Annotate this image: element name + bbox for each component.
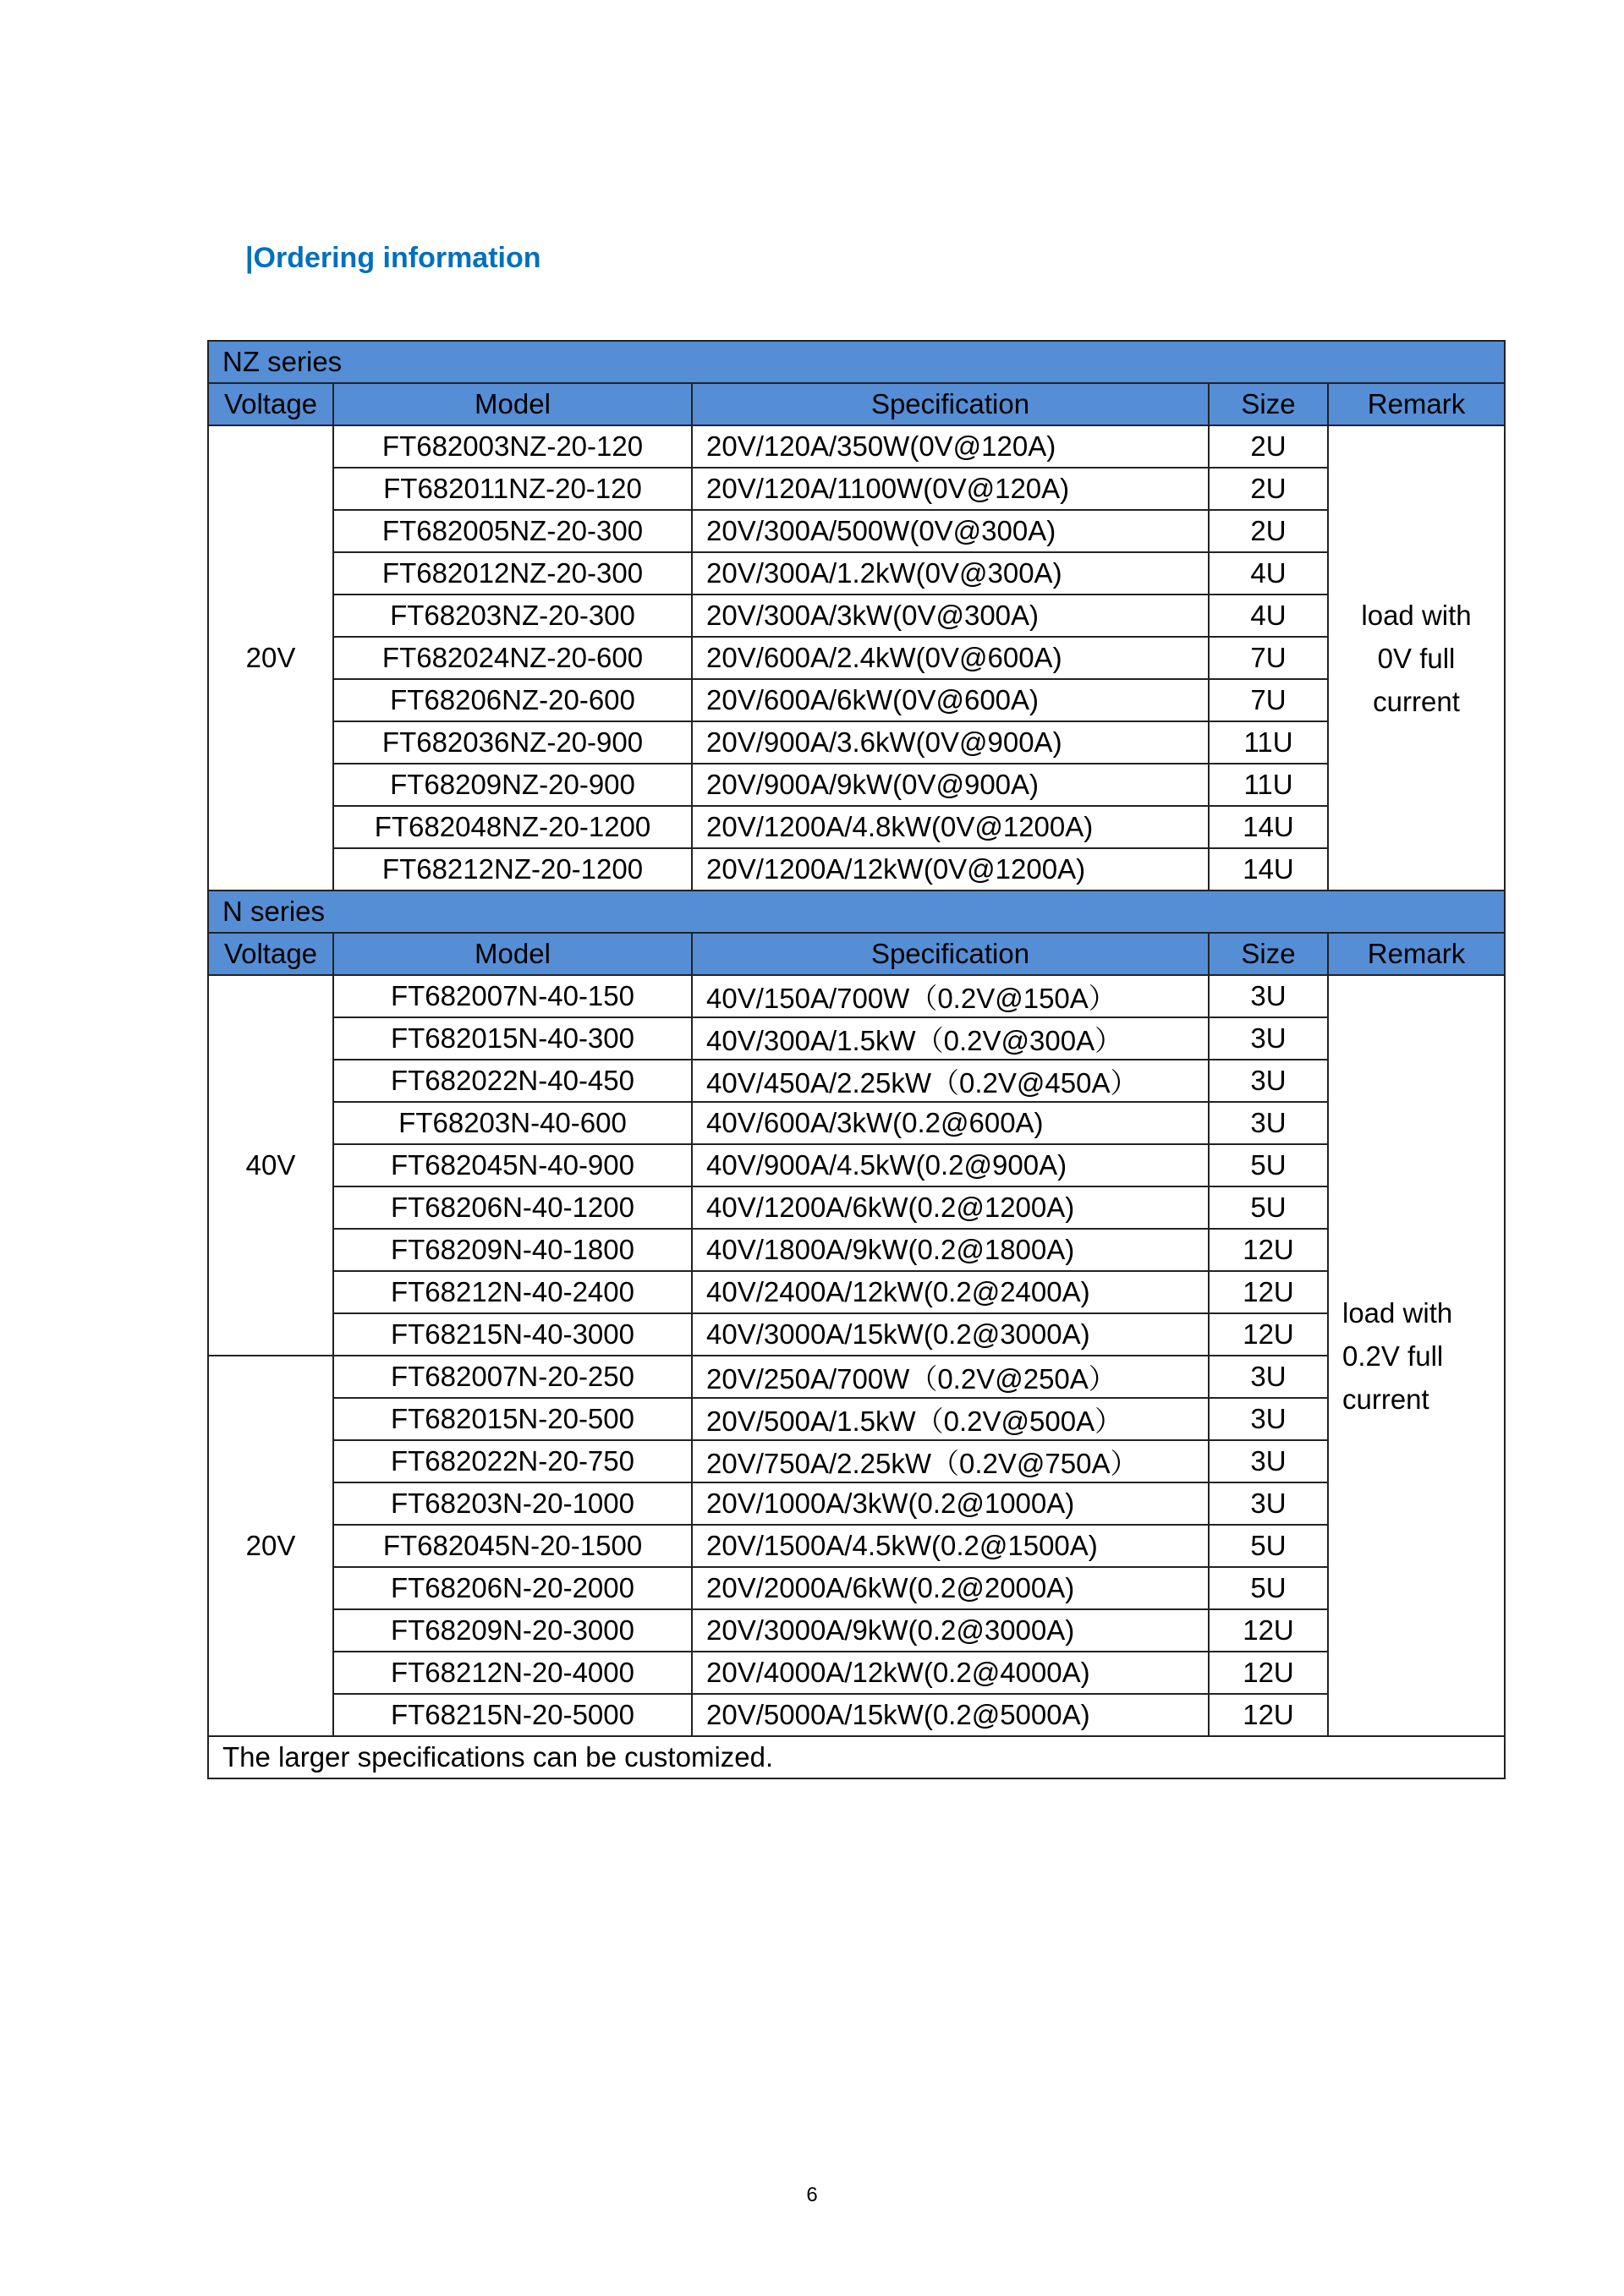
size-cell: 12U	[1209, 1271, 1328, 1313]
column-header-row	[208, 933, 1505, 975]
table-row	[208, 1694, 1505, 1736]
specification-cell: 20V/600A/6kW(0V@600A)	[692, 679, 1209, 721]
table-row	[208, 1567, 1505, 1609]
specification-cell: 40V/1800A/9kW(0.2@1800A)	[692, 1229, 1209, 1271]
table-row	[208, 679, 1505, 721]
size-cell: 4U	[1209, 552, 1328, 595]
column-header-model: Model	[333, 383, 692, 425]
ordering-table	[207, 340, 1506, 1779]
footnote: The larger specifications can be customized.	[208, 1736, 1505, 1778]
table-row	[208, 1186, 1505, 1229]
specification-cell: 40V/150A/700W（0.2V@150A）	[692, 975, 1209, 1017]
column-header-size: Size	[1209, 383, 1328, 425]
model-cell: FT682024NZ-20-600	[333, 637, 692, 679]
size-cell: 11U	[1209, 721, 1328, 764]
table-row	[208, 1144, 1505, 1186]
size-cell: 3U	[1209, 975, 1328, 1017]
size-cell: 3U	[1209, 1060, 1328, 1102]
table-row	[208, 1398, 1505, 1440]
model-cell: FT682012NZ-20-300	[333, 552, 692, 595]
table-row	[208, 1060, 1505, 1102]
voltage-cell: 40V	[208, 975, 333, 1356]
model-cell: FT682015N-40-300	[333, 1017, 692, 1060]
size-cell: 11U	[1209, 764, 1328, 806]
model-cell: FT68206N-40-1200	[333, 1186, 692, 1229]
table-row	[208, 1017, 1505, 1060]
table-row	[208, 595, 1505, 637]
remark-cell	[1328, 975, 1505, 1736]
specification-cell: 20V/3000A/9kW(0.2@3000A)	[692, 1609, 1209, 1652]
model-cell: FT68215N-40-3000	[333, 1313, 692, 1356]
specification-cell: 20V/750A/2.25kW（0.2V@750A）	[692, 1440, 1209, 1482]
specification-cell: 20V/250A/700W（0.2V@250A）	[692, 1356, 1209, 1398]
model-cell: FT68212N-40-2400	[333, 1271, 692, 1313]
table-row	[208, 1525, 1505, 1567]
remark-line: 0V full	[1377, 642, 1456, 674]
series-header-row	[208, 890, 1505, 933]
size-cell: 3U	[1209, 1102, 1328, 1144]
table-row	[208, 1271, 1505, 1313]
size-cell: 3U	[1209, 1440, 1328, 1482]
specification-cell: 20V/300A/500W(0V@300A)	[692, 510, 1209, 552]
table-row	[208, 721, 1505, 764]
table-row	[208, 552, 1505, 595]
model-cell: FT682036NZ-20-900	[333, 721, 692, 764]
size-cell: 3U	[1209, 1482, 1328, 1525]
size-cell: 5U	[1209, 1186, 1328, 1229]
table-row	[208, 764, 1505, 806]
model-cell: FT682007N-20-250	[333, 1356, 692, 1398]
model-cell: FT68206NZ-20-600	[333, 679, 692, 721]
series-header-row	[208, 341, 1505, 383]
table-row	[208, 806, 1505, 848]
size-cell: 14U	[1209, 806, 1328, 848]
model-cell: FT682003NZ-20-120	[333, 425, 692, 468]
specification-cell: 20V/300A/3kW(0V@300A)	[692, 595, 1209, 637]
model-cell: FT682045N-20-1500	[333, 1525, 692, 1567]
table-row	[208, 1652, 1505, 1694]
column-header-voltage: Voltage	[208, 383, 333, 425]
model-cell: FT68203N-20-1000	[333, 1482, 692, 1525]
specification-cell: 20V/5000A/15kW(0.2@5000A)	[692, 1694, 1209, 1736]
size-cell: 14U	[1209, 848, 1328, 890]
specification-cell: 20V/1200A/12kW(0V@1200A)	[692, 848, 1209, 890]
specification-cell: 40V/300A/1.5kW（0.2V@300A）	[692, 1017, 1209, 1060]
specification-cell: 20V/120A/350W(0V@120A)	[692, 425, 1209, 468]
section-title: |Ordering information	[245, 242, 541, 274]
size-cell: 3U	[1209, 1398, 1328, 1440]
table-row	[208, 975, 1505, 1017]
model-cell: FT682005NZ-20-300	[333, 510, 692, 552]
page-number: 6	[806, 2184, 818, 2206]
remark-line: load with	[1342, 1296, 1453, 1329]
specification-cell: 40V/1200A/6kW(0.2@1200A)	[692, 1186, 1209, 1229]
model-cell: FT682022N-20-750	[333, 1440, 692, 1482]
table-row	[208, 1229, 1505, 1271]
model-cell: FT682011NZ-20-120	[333, 468, 692, 510]
specification-cell: 20V/900A/9kW(0V@900A)	[692, 764, 1209, 806]
remark-line: 0.2V full	[1342, 1340, 1444, 1372]
voltage-cell: 20V	[208, 425, 333, 890]
specification-cell: 40V/600A/3kW(0.2@600A)	[692, 1102, 1209, 1144]
column-header-voltage: Voltage	[208, 933, 333, 975]
specification-cell: 40V/900A/4.5kW(0.2@900A)	[692, 1144, 1209, 1186]
model-cell: FT68203NZ-20-300	[333, 595, 692, 637]
specification-cell: 20V/900A/3.6kW(0V@900A)	[692, 721, 1209, 764]
table-row	[208, 637, 1505, 679]
table-row	[208, 1313, 1505, 1356]
model-cell: FT68203N-40-600	[333, 1102, 692, 1144]
remark-line: current	[1342, 1383, 1429, 1415]
specification-cell: 40V/450A/2.25kW（0.2V@450A）	[692, 1060, 1209, 1102]
model-cell: FT682045N-40-900	[333, 1144, 692, 1186]
column-header-model: Model	[333, 933, 692, 975]
column-header-remark: Remark	[1328, 933, 1505, 975]
table-row	[208, 1102, 1505, 1144]
column-header-specification: Specification	[692, 933, 1209, 975]
model-cell: FT68212N-20-4000	[333, 1652, 692, 1694]
size-cell: 7U	[1209, 637, 1328, 679]
table-row	[208, 468, 1505, 510]
model-cell: FT68212NZ-20-1200	[333, 848, 692, 890]
model-cell: FT68206N-20-2000	[333, 1567, 692, 1609]
table-row	[208, 425, 1505, 468]
series-title: N series	[208, 890, 1505, 933]
specification-cell: 20V/1500A/4.5kW(0.2@1500A)	[692, 1525, 1209, 1567]
model-cell: FT68215N-20-5000	[333, 1694, 692, 1736]
size-cell: 3U	[1209, 1017, 1328, 1060]
series-title: NZ series	[208, 341, 1505, 383]
specification-cell: 40V/2400A/12kW(0.2@2400A)	[692, 1271, 1209, 1313]
remark-cell	[1328, 425, 1505, 890]
specification-cell: 20V/120A/1100W(0V@120A)	[692, 468, 1209, 510]
size-cell: 12U	[1209, 1609, 1328, 1652]
voltage-cell: 20V	[208, 1356, 333, 1736]
specification-cell: 20V/1200A/4.8kW(0V@1200A)	[692, 806, 1209, 848]
footnote-row	[208, 1736, 1505, 1778]
table-row	[208, 510, 1505, 552]
table-row	[208, 1482, 1505, 1525]
table-row	[208, 1440, 1505, 1482]
size-cell: 12U	[1209, 1229, 1328, 1271]
model-cell: FT682015N-20-500	[333, 1398, 692, 1440]
column-header-specification: Specification	[692, 383, 1209, 425]
specification-cell: 20V/300A/1.2kW(0V@300A)	[692, 552, 1209, 595]
size-cell: 12U	[1209, 1694, 1328, 1736]
model-cell: FT682022N-40-450	[333, 1060, 692, 1102]
specification-cell: 20V/1000A/3kW(0.2@1000A)	[692, 1482, 1209, 1525]
table-row	[208, 1356, 1505, 1398]
column-header-row	[208, 383, 1505, 425]
specification-cell: 20V/2000A/6kW(0.2@2000A)	[692, 1567, 1209, 1609]
specification-cell: 20V/600A/2.4kW(0V@600A)	[692, 637, 1209, 679]
size-cell: 5U	[1209, 1525, 1328, 1567]
column-header-remark: Remark	[1328, 383, 1505, 425]
size-cell: 12U	[1209, 1652, 1328, 1694]
column-header-size: Size	[1209, 933, 1328, 975]
size-cell: 7U	[1209, 679, 1328, 721]
size-cell: 5U	[1209, 1567, 1328, 1609]
model-cell: FT68209NZ-20-900	[333, 764, 692, 806]
model-cell: FT682007N-40-150	[333, 975, 692, 1017]
model-cell: FT68209N-20-3000	[333, 1609, 692, 1652]
specification-cell: 40V/3000A/15kW(0.2@3000A)	[692, 1313, 1209, 1356]
table-row	[208, 848, 1505, 890]
model-cell: FT68209N-40-1800	[333, 1229, 692, 1271]
remark-line: current	[1373, 685, 1460, 717]
size-cell: 12U	[1209, 1313, 1328, 1356]
size-cell: 4U	[1209, 595, 1328, 637]
specification-cell: 20V/500A/1.5kW（0.2V@500A）	[692, 1398, 1209, 1440]
size-cell: 2U	[1209, 425, 1328, 468]
size-cell: 2U	[1209, 510, 1328, 552]
specification-cell: 20V/4000A/12kW(0.2@4000A)	[692, 1652, 1209, 1694]
size-cell: 2U	[1209, 468, 1328, 510]
remark-line: load with	[1361, 599, 1472, 631]
table-row	[208, 1609, 1505, 1652]
model-cell: FT682048NZ-20-1200	[333, 806, 692, 848]
size-cell: 3U	[1209, 1356, 1328, 1398]
size-cell: 5U	[1209, 1144, 1328, 1186]
